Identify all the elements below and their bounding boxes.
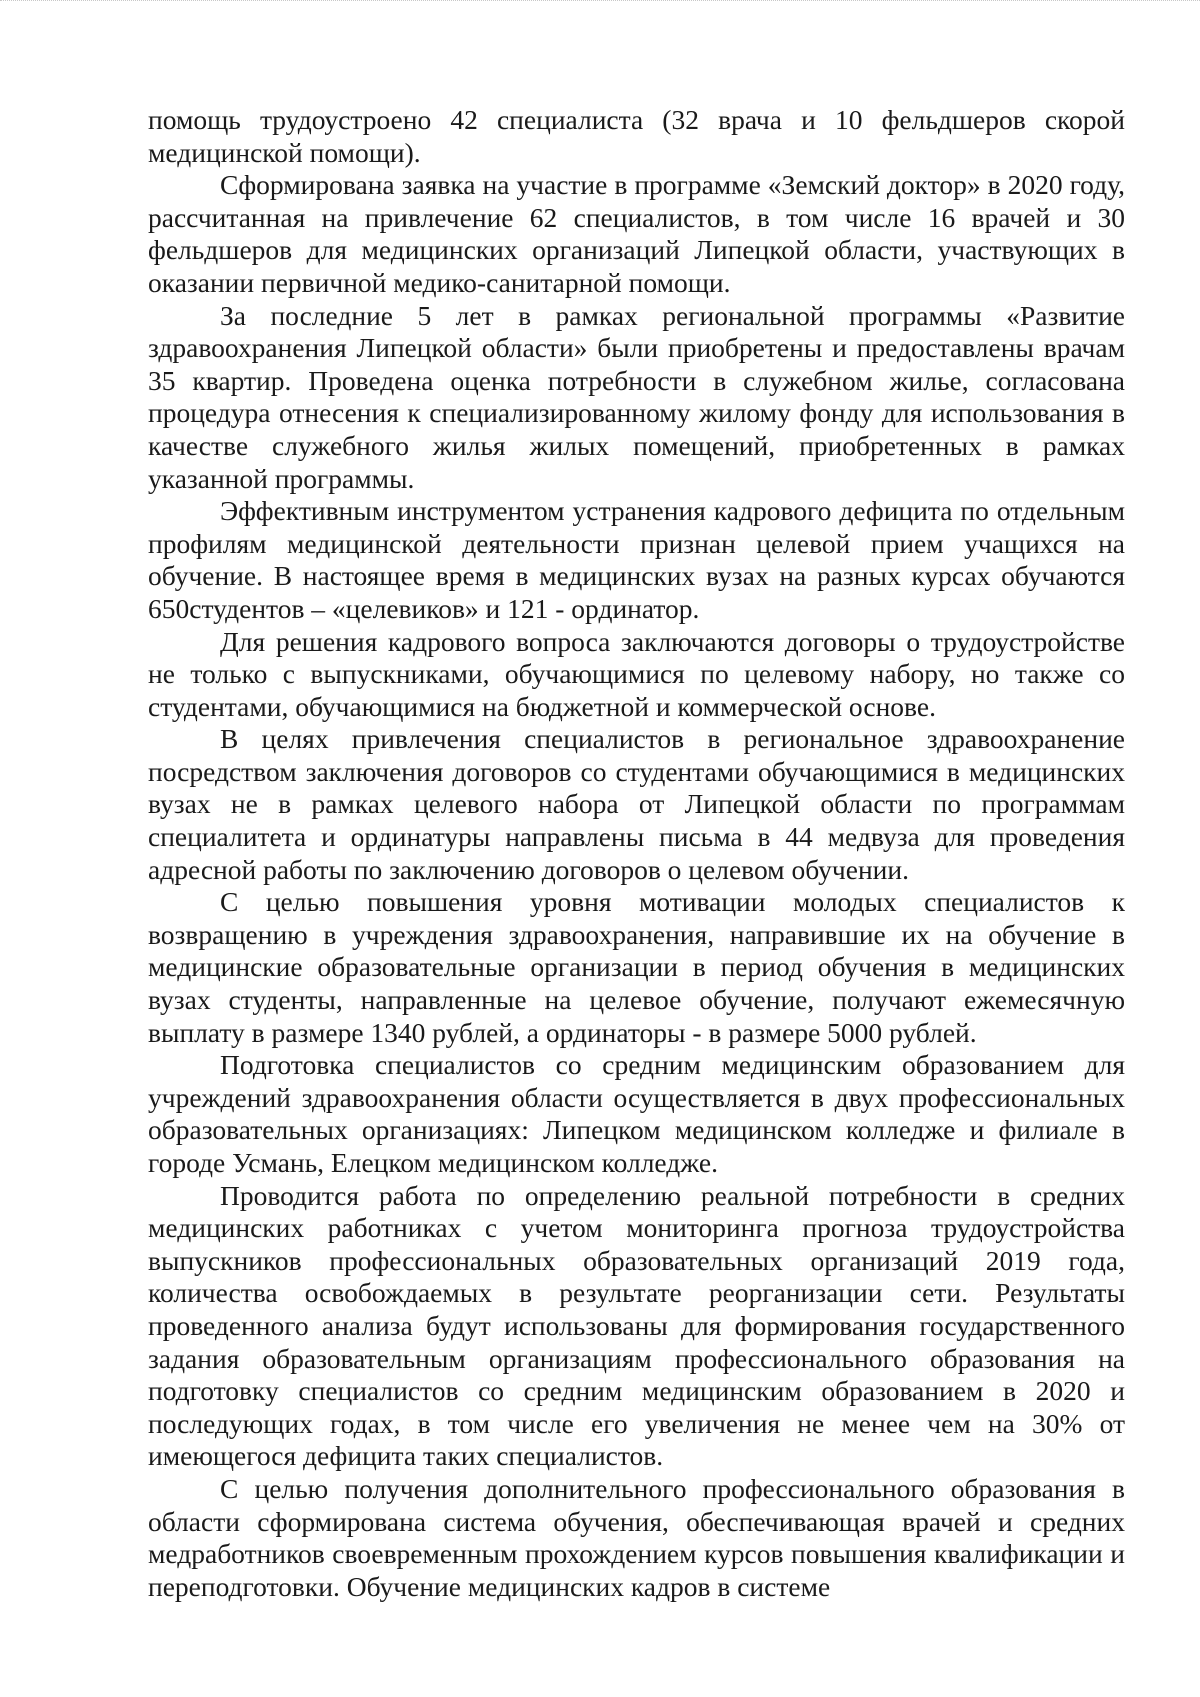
paragraph-zemsky-doctor: Сформирована заявка на участие в программе «Земский доктор» в 2020 году, рассчитанная на привлечение 62 специалистов, в том числе 16 врачей и 30 фельдшеров для медицинских организаций Липецкой области, участвующих в оказании первичной медико-санитарной помощи. bbox=[148, 169, 1125, 298]
paragraph-continuing-education: С целью получения дополнительного профессионального образования в области сформирована система обучения, обеспечивающая врачей и средних медработников своевременным прохождением курсов повышения квалификации и переподготовки. Обучение медицинских кадров в системе bbox=[148, 1472, 1125, 1602]
paragraph-continued: помощь трудоустроено 42 специалиста (32 врача и 10 фельдшеров скорой медицинской помощи). bbox=[148, 104, 1125, 168]
paragraph-demand-analysis: Проводится работа по определению реальной потребности в средних медицинских работниках с учетом мониторинга прогноза трудоустройства выпускников профессиональных образовательных организаций 2019 года, количества освобождаемых в результате реорганизации сети. Результаты проведенного анализа будут использованы для формирования государственного задания образовательным организациям профессионального образования на подготовку специалистов со средним медицинским образованием в 2020 и последующих годах, в том числе его увеличения не менее чем на 30% от имеющегося дефицита таких специалистов. bbox=[148, 1179, 1125, 1472]
document-body bbox=[148, 104, 1125, 1603]
scan-top-edge bbox=[0, 0, 1200, 14]
paragraph-employment-contracts: Для решения кадрового вопроса заключаются договоры о трудоустройстве не только с выпускниками, обучающимися по целевому набору, но также со студентами, обучающимися на бюджетной и коммерческой основе. bbox=[148, 625, 1125, 722]
paragraph-letters-to-universities: В целях привлечения специалистов в региональное здравоохранение посредством заключения договоров со студентами обучающимися в медицинских вузах не в рамках целевого набора от Липецкой области по программам специалитета и ординатуры направлены письма в 44 медвуза для проведения адресной работы по заключению договоров о целевом обучении. bbox=[148, 723, 1125, 885]
paragraph-housing: За последние 5 лет в рамках региональной программы «Развитие здравоохранения Липецкой области» были приобретены и предоставлены врачам 35 квартир. Проведена оценка потребности в служебном жилье, согласована процедура отнесения к специализированному жилому фонду для использования в качестве служебного жилья жилых помещений, приобретенных в рамках указанной программы. bbox=[148, 299, 1125, 494]
paragraph-targeted-admission: Эффективным инструментом устранения кадрового дефицита по отдельным профилям медицинской деятельности признан целевой прием учащихся на обучение. В настоящее время в медицинских вузах на разных курсах обучаются 650студентов – «целевиков» и 121 - ординатор. bbox=[148, 495, 1125, 624]
paragraph-monthly-payments: С целью повышения уровня мотивации молодых специалистов к возвращению в учреждения здравоохранения, направившие их на обучение в медицинские образовательные организации в период обучения в медицинских вузах студенты, направленные на целевое обучение, получают ежемесячную выплату в размере 1340 рублей, а ординаторы - в размере 5000 рублей. bbox=[148, 886, 1125, 1048]
paragraph-nursing-training: Подготовка специалистов со средним медицинским образованием для учреждений здравоохранения области осуществляется в двух профессиональных образовательных организациях: Липецком медицинском колледже и филиале в городе Усмань, Елецком медицинском колледже. bbox=[148, 1049, 1125, 1178]
